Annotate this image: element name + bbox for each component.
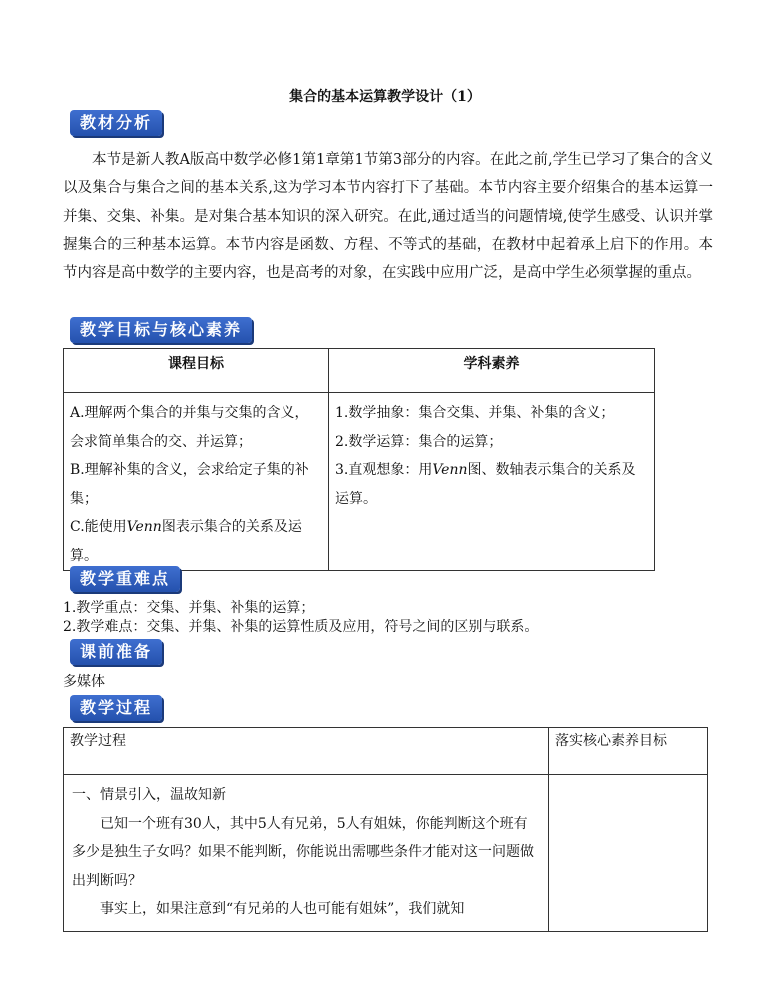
section-heading-keypoints: 教学重难点 — [70, 566, 180, 592]
literacy-header: 学科素养 — [329, 349, 655, 393]
literacy-goal-cell — [549, 775, 708, 932]
process-paragraph: 已知一个班有30人，其中5人有兄弟，5人有姐妹，你能判断这个班有多少是独生子女吗？如果不能判断，你能说出需哪些条件才能对这一问题做出判断吗？ — [72, 815, 534, 889]
section-heading-process: 教学过程 — [70, 695, 162, 721]
section-heading-preparation: 课前准备 — [70, 639, 162, 665]
process-header: 教学过程 — [64, 728, 549, 775]
literacy-item: 2.数学运算：集合的运算； — [335, 433, 503, 450]
section-heading-analysis: 教材分析 — [70, 110, 162, 136]
process-paragraph: 事实上，如果注意到“有兄弟的人也可能有姐妹”，我们就知 — [100, 901, 465, 917]
literacy-item: 1.数学抽象：集合交集、并集、补集的含义； — [335, 405, 615, 421]
objectives-table — [63, 348, 655, 571]
keypoint-item: 2.教学难点：交集、并集、补集的运算性质及应用，符号之间的区别与联系。 — [63, 619, 539, 635]
goal-item: B.理解补集的含义，会求给定子集的补集； — [70, 462, 309, 507]
process-table — [63, 727, 708, 932]
keypoint-item: 1.教学重点：交集、并集、补集的运算； — [63, 600, 315, 616]
section-heading-objectives: 教学目标与核心素养 — [70, 317, 252, 343]
goals-cell — [64, 393, 329, 571]
literacy-goal-header: 落实核心素养目标 — [549, 728, 708, 775]
process-cell — [64, 775, 549, 932]
literacy-cell — [329, 393, 655, 571]
analysis-paragraph: 本节是新人教A版高中数学必修1第1章第1节第3部分的内容。在此之前,学生已学习了集合的含义以及集合与集合之间的基本关系,这为学习本节内容打下了基础。本节内容主要介绍集合的基本运算一并集、交集、补集。是对集合基本知识的深入研究。在此,通过适当的问题情境,使学生感受、认识并掌握集合的三种基本运算。本节内容是函数、方程、不等式的基础，在教材中起着承上启下的作用。本节内容是高中数学的主要内容，也是高考的对象，在实践中应用广泛，是高中学生必须掌握的重点。 — [63, 152, 713, 282]
goal-item: A.理解两个集合的并集与交集的含义，会求简单集合的交、并运算； — [70, 405, 309, 450]
preparation-text: 多媒体 — [63, 674, 105, 690]
goals-header: 课程目标 — [64, 349, 329, 393]
step-title: 一、情景引入，温故知新 — [72, 787, 226, 803]
literacy-item: 3.直观想象：用Venn图、数轴表示集合的关系及运算。 — [335, 462, 636, 507]
page-title: 集合的基本运算教学设计（1） — [289, 89, 481, 105]
goal-item: C.能使用Venn图表示集合的关系及运算。 — [70, 519, 302, 564]
